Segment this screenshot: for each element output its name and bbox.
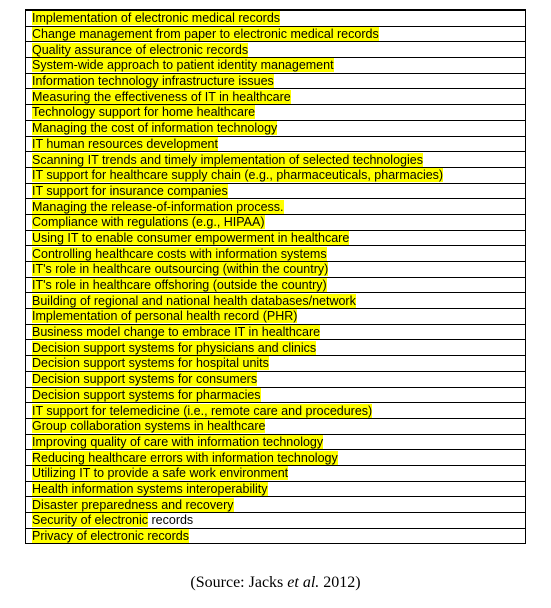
table-cell	[26, 309, 526, 325]
highlighted-text: Change management from paper to electronic medical records	[32, 27, 379, 42]
highlighted-text: Improving quality of care with information technology	[32, 434, 324, 449]
highlighted-text: Quality assurance of electronic records	[32, 42, 249, 57]
table-row	[26, 246, 526, 262]
unhighlighted-text: records	[148, 513, 194, 528]
table-row	[26, 262, 526, 278]
table-cell	[26, 418, 526, 434]
table-cell	[26, 167, 526, 183]
table-row	[26, 58, 526, 74]
highlighted-text: IT support for telemedicine (i.e., remote care and procedures)	[32, 403, 373, 418]
highlighted-text: IT's role in healthcare offshoring (outside the country)	[32, 278, 327, 293]
it-topics-table-body	[26, 10, 526, 544]
it-topics-table	[25, 9, 526, 544]
table-row	[26, 387, 526, 403]
highlighted-text: Security of electronic	[32, 513, 149, 528]
table-cell	[26, 371, 526, 387]
table-row	[26, 152, 526, 168]
highlighted-text: IT's role in healthcare outsourcing (within the country)	[32, 262, 329, 277]
highlighted-text: IT human resources development	[32, 136, 218, 151]
table-cell	[26, 387, 526, 403]
table-row	[26, 277, 526, 293]
table-cell	[26, 105, 526, 121]
table-row	[26, 105, 526, 121]
highlighted-text: Information technology infrastructure issues	[32, 74, 274, 89]
table-cell	[26, 42, 526, 58]
table-row	[26, 230, 526, 246]
highlighted-text: Managing the cost of information technology	[32, 121, 278, 136]
source-caption	[0, 574, 551, 592]
table-cell	[26, 73, 526, 89]
table-row	[26, 10, 526, 26]
highlighted-text: Controlling healthcare costs with information systems	[32, 246, 327, 261]
table-row	[26, 309, 526, 325]
highlighted-text: Privacy of electronic records	[32, 529, 190, 544]
highlighted-text: System-wide approach to patient identity management	[32, 58, 334, 73]
table-cell	[26, 528, 526, 544]
table-cell	[26, 246, 526, 262]
table-row	[26, 136, 526, 152]
highlighted-text: Health information systems interoperability	[32, 481, 268, 496]
table-row	[26, 528, 526, 544]
table-cell	[26, 340, 526, 356]
highlighted-text: Decision support systems for consumers	[32, 372, 258, 387]
source-caption-italic: et al.	[287, 574, 320, 591]
table-cell	[26, 324, 526, 340]
highlighted-text: Decision support systems for physicians and clinics	[32, 340, 317, 355]
table-cell	[26, 183, 526, 199]
table-row	[26, 26, 526, 42]
table-row	[26, 293, 526, 309]
highlighted-text: Group collaboration systems in healthcare	[32, 419, 266, 434]
table-cell	[26, 199, 526, 215]
table-row	[26, 214, 526, 230]
table-cell	[26, 356, 526, 372]
table-cell	[26, 513, 526, 529]
table-cell	[26, 230, 526, 246]
table-row	[26, 403, 526, 419]
highlighted-text: Business model change to embrace IT in healthcare	[32, 325, 321, 340]
table-row	[26, 89, 526, 105]
table-row	[26, 183, 526, 199]
table-row	[26, 120, 526, 136]
table-row	[26, 513, 526, 529]
table-cell	[26, 136, 526, 152]
table-row	[26, 42, 526, 58]
table-cell	[26, 120, 526, 136]
table-cell	[26, 58, 526, 74]
highlighted-text: Utilizing IT to provide a safe work environment	[32, 466, 289, 481]
highlighted-text: Decision support systems for pharmacies	[32, 387, 261, 402]
table-row	[26, 356, 526, 372]
table-row	[26, 340, 526, 356]
highlighted-text: Disaster preparedness and recovery	[32, 497, 234, 512]
table-row	[26, 497, 526, 513]
table-cell	[26, 26, 526, 42]
table-cell	[26, 293, 526, 309]
table-cell	[26, 465, 526, 481]
table-row	[26, 371, 526, 387]
table-cell	[26, 10, 526, 26]
table-row	[26, 465, 526, 481]
highlighted-text: Compliance with regulations (e.g., HIPAA)	[32, 215, 265, 230]
table-cell	[26, 481, 526, 497]
highlighted-text: Managing the release-of-information process.	[32, 199, 284, 214]
table-row	[26, 199, 526, 215]
table-row	[26, 450, 526, 466]
table-cell	[26, 497, 526, 513]
table-cell	[26, 262, 526, 278]
source-caption-suffix: 2012)	[319, 574, 361, 591]
table-cell	[26, 152, 526, 168]
table-row	[26, 481, 526, 497]
highlighted-text: Technology support for home healthcare	[32, 105, 256, 120]
table-row	[26, 434, 526, 450]
highlighted-text: Implementation of personal health record (PHR)	[32, 309, 298, 324]
table-cell	[26, 434, 526, 450]
table-row	[26, 418, 526, 434]
source-caption-prefix: (Source: Jacks	[190, 574, 288, 591]
table-row	[26, 167, 526, 183]
table-row	[26, 324, 526, 340]
table-cell	[26, 277, 526, 293]
highlighted-text: Measuring the effectiveness of IT in healthcare	[32, 89, 291, 104]
table-cell	[26, 450, 526, 466]
highlighted-text: IT support for healthcare supply chain (e.g., pharmaceuticals, pharmacies)	[32, 168, 444, 183]
table-cell	[26, 89, 526, 105]
highlighted-text: IT support for insurance companies	[32, 183, 228, 198]
highlighted-text: Implementation of electronic medical records	[32, 11, 281, 26]
highlighted-text: Building of regional and national health databases/network	[32, 293, 356, 308]
table-cell	[26, 214, 526, 230]
highlighted-text: Decision support systems for hospital units	[32, 356, 269, 371]
table-row	[26, 73, 526, 89]
highlighted-text: Using IT to enable consumer empowerment in healthcare	[32, 230, 350, 245]
highlighted-text: Reducing healthcare errors with information technology	[32, 450, 338, 465]
highlighted-text: Scanning IT trends and timely implementation of selected technologies	[32, 152, 423, 167]
table-cell	[26, 403, 526, 419]
